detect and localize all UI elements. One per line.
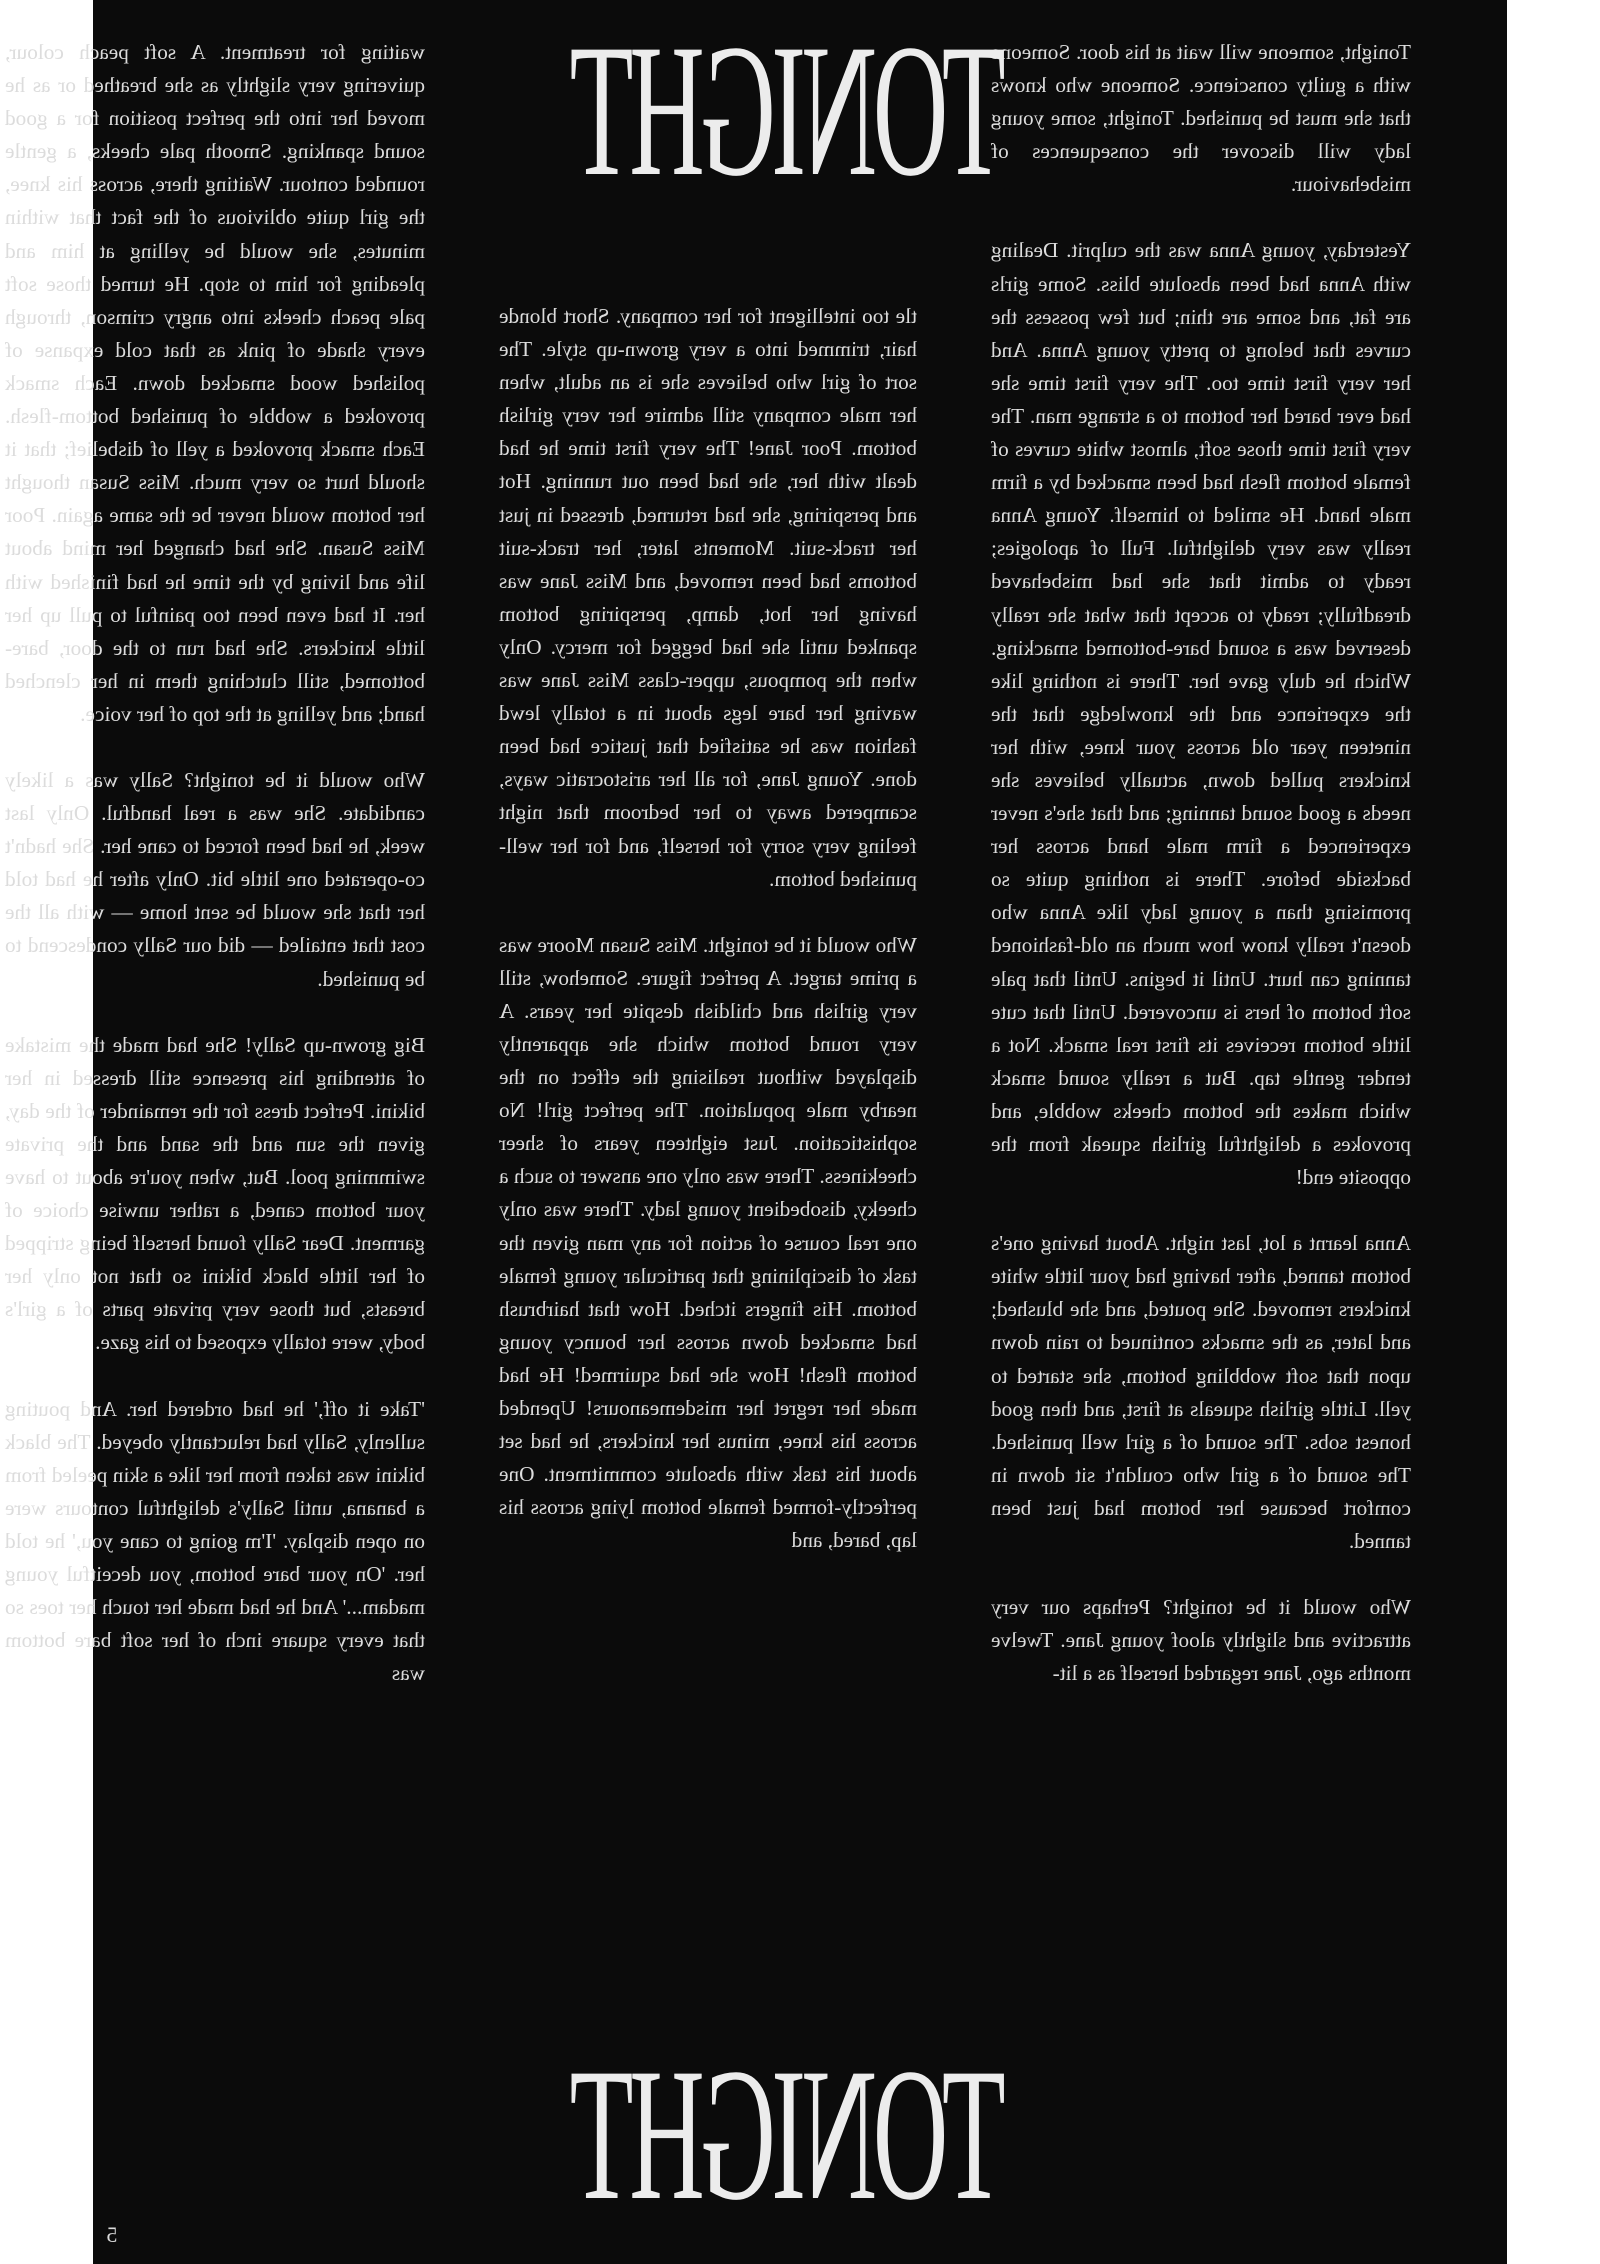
text-column-first (991, 36, 1411, 1690)
mirrored-page-content (5, 0, 1507, 2264)
paragraph: Who would it be tonight? Sally was a likely candidate. She was a real handful. Only last week, he had been forced to cane her. She hadn't co-operated one little bit. Only after he had told her that she would be sent home — with all the cost that entailed — did our Sally condescend to be punished. (5, 767, 425, 991)
paragraph: Yesterday, young Anna was the culprit. Dealing with Anna had been absolute bliss. Some girls are fat, and some are thin; but few possess the curves that belong to pretty young Anna. And her very first time too. The very first time she had ever bared her bottom to a strange man. The very first time those soft, almost white curves of female bottom flesh had been smacked by a firm male hand. He smiled to himself. Young Anna really was very delightful. Full of apologies; ready to admit that she had misbehaved dreadfully; ready to accept that what she really deserved was a sound bare-bottomed smacking. Which he duly gave her. There is nothing like the experience and the knowledge that the nineteen year old across your knee, with her knickers pulled down, actually believes she needs a good sound tanning; and that she's never experienced a firm male hand across her backside before. There is nothing quite so promising than a young lady like Anna who doesn't really know how much an old-fashioned tanning can hurt. Until it begins. Until that pale soft bottom of hers is uncovered. Until that cute little bottom receives its first real smack. Not a tender gentle tap. But a really sound smack which makes the bottom cheeks wobble, and provokes a delightful girlish squeak from the opposite end! (991, 238, 1411, 1190)
text-column-third (5, 36, 425, 1690)
paragraph: Who would it be tonight. Miss Susan Moore was a prime target. A perfect figure. Somehow, still very girlish and childish despite her years. A very round bottom which she apparently displayed without realising the effect on the nearby male population. The perfect girl! No sophistication. Just eighteen years of sheer cheekiness. There was only one answer to such a cheeky, disobedient young lady. There was only one real course of action for any man given the task of disciplining that particular young female bottom. His fingers itched. How that hairbrush had smacked down across her bouncy young bottom flesh! How she had squirmed! He had made her regret her misdemeanours! Upended across his knee, minus her knickers, he had set about his task with absolute commitment. One perfectly-formed female bottom lying across his lap, bared, and (499, 932, 917, 1553)
paragraph: tle too intelligent for her company. Short blonde hair, trimmed into a very grown-up style. The sort of girl who believes she is an adult, when her male company still admire her very girlish bottom. Poor Jane! The very first time he had dealt with her, she had been out running. Hot and perspiring, she had returned, dressed in just her track-suit. Moments later, her track-suit bottoms had been removed, and Miss Jane was having her hot, damp, perspiring bottom spanked until she had begged for mercy. Only when the pompous, upper-class Miss Jane was waving her bare legs about in a totally lewd fashion was he satisfied that justice had been done. Young Jane, for all her aristocratic ways, scampered away to her bedroom that night feeling very sorry for herself, and for her well-punished bottom. (499, 304, 917, 891)
paragraph: Anna learnt a lot, last night. About having one's bottom tanned, after having had your little white knickers removed. She pouted, and she blushed; and later, as the smacks continued to rain down upon that soft wobbling bottom, she started to yell. Little girlish squeals at first, and then good honest sobs. The sound of a girl well punished. The sound of a girl who couldn't sit down in comfort because her bottom had just been tanned. (991, 1231, 1411, 1554)
paragraph: waiting for treatment. A soft peach colour, quivering very slightly as she breathed or as he moved her into the perfect position for a good sound spanking. Smooth pale cheeks, a gentle rounded contour. Waiting there, across his knee, the girl quite oblivious of the fact that within minutes, she would be yelling at him and pleading for him to stop. He turned those soft pale peach cheeks into angry crimson, through every shade of pink as that cold expanse of polished wood smacked down. Each smack provoked a wobble of punished bottom-flesh. Each smack provoked a yell of disbelief; that it should hurt so very much. Miss Susan thought her bottom would never be the same again. Poor Miss Susan. She had changed her mind about life and living by the time he had finished with her. It had even been too painful to pull up her little knickers. She had run to the door, bare-bottomed, still clutching them in her clenched hand; and yelling at the top of her voice. (5, 40, 425, 726)
paragraph: 'Take it off,' he had ordered her. And pouting sullenly, Sally had reluctantly obeyed. The black bikini was taken from her like a skin peeled from a banana, until Sally's delightful contours were on open display. 'I'm going to cane you,' he told her. 'On your bare bottom, you deceitful young madam...' And he had made her touch her toes so that every square inch of her soft bare bottom was (5, 1396, 425, 1686)
heading-tonight-top: TONIGHT (574, 6, 1006, 216)
magazine-page (5, 0, 1507, 2264)
text-column-second (499, 300, 917, 1557)
heading-tonight-bottom: TONIGHT (574, 2030, 1006, 2240)
paragraph: Tonight, someone will wait at his door. Someone with a guilty conscience. Someone who knows that she must be punished. Tonight, some young lady will discover the consequences of misbehaviour. (991, 40, 1411, 197)
page-number: 5 (106, 2222, 118, 2247)
paragraph: Who would it be tonight? Perhaps our very attractive and slightly aloof young Jane. Twelve months ago, Jane regarded herself as a lit- (991, 1595, 1411, 1686)
paragraph: Big grown-up Sally! She had made the mistake of attending his presence still dressed in her bikini. Perfect dress for the remainder of the day, given the sun and the sand and the private swimming pool. But, when you're about to have your bottom caned, a rather unwise choice of garment. Dear Sally found herself being stripped of her little black bikini so that not only her breasts, but those very private parts of a girl's body, were totally exposed to his gaze. (5, 1032, 425, 1355)
